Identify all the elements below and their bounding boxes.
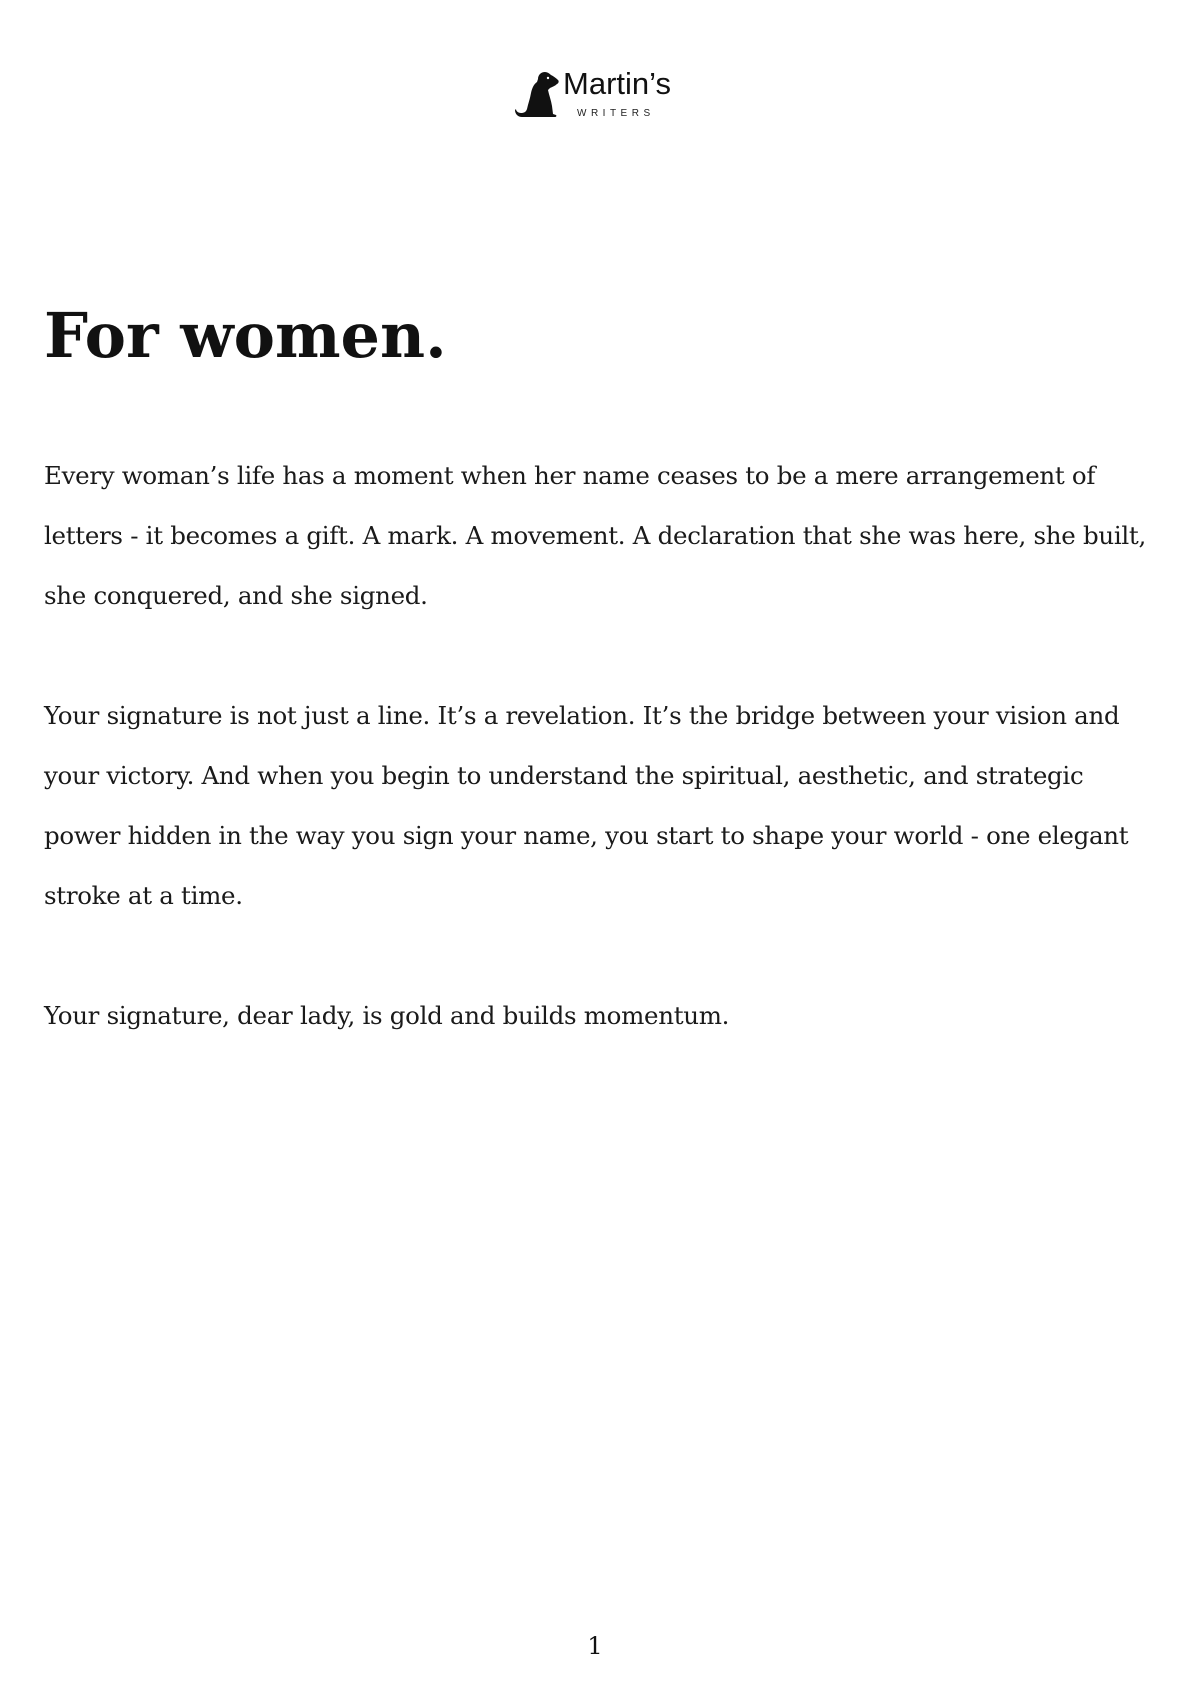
paragraph: Every woman’s life has a moment when her name ceases to be a mere arrangement of letters - it becomes a gift. A mark. A movement. A declaration that she was here, she built, she conquered, and she signed. [44, 461, 1146, 610]
brand-name: Martin’s [563, 66, 671, 101]
page-number: 1 [587, 1632, 603, 1660]
dog-icon [515, 68, 563, 122]
page-title: For women. [44, 299, 447, 372]
body-text [44, 446, 1154, 1106]
paragraph: Your signature is not just a line. It’s a revelation. It’s the bridge between your vision and your victory. And when you begin to understand the spiritual, aesthetic, and strategic power hidden in the way you sign your name, you start to shape your world - one elegant stroke at a time. [44, 701, 1129, 910]
brand-tagline: WRITERS [577, 108, 655, 119]
brand-logo [515, 68, 685, 124]
paragraph: Your signature, dear lady, is gold and builds momentum. [44, 1001, 730, 1030]
